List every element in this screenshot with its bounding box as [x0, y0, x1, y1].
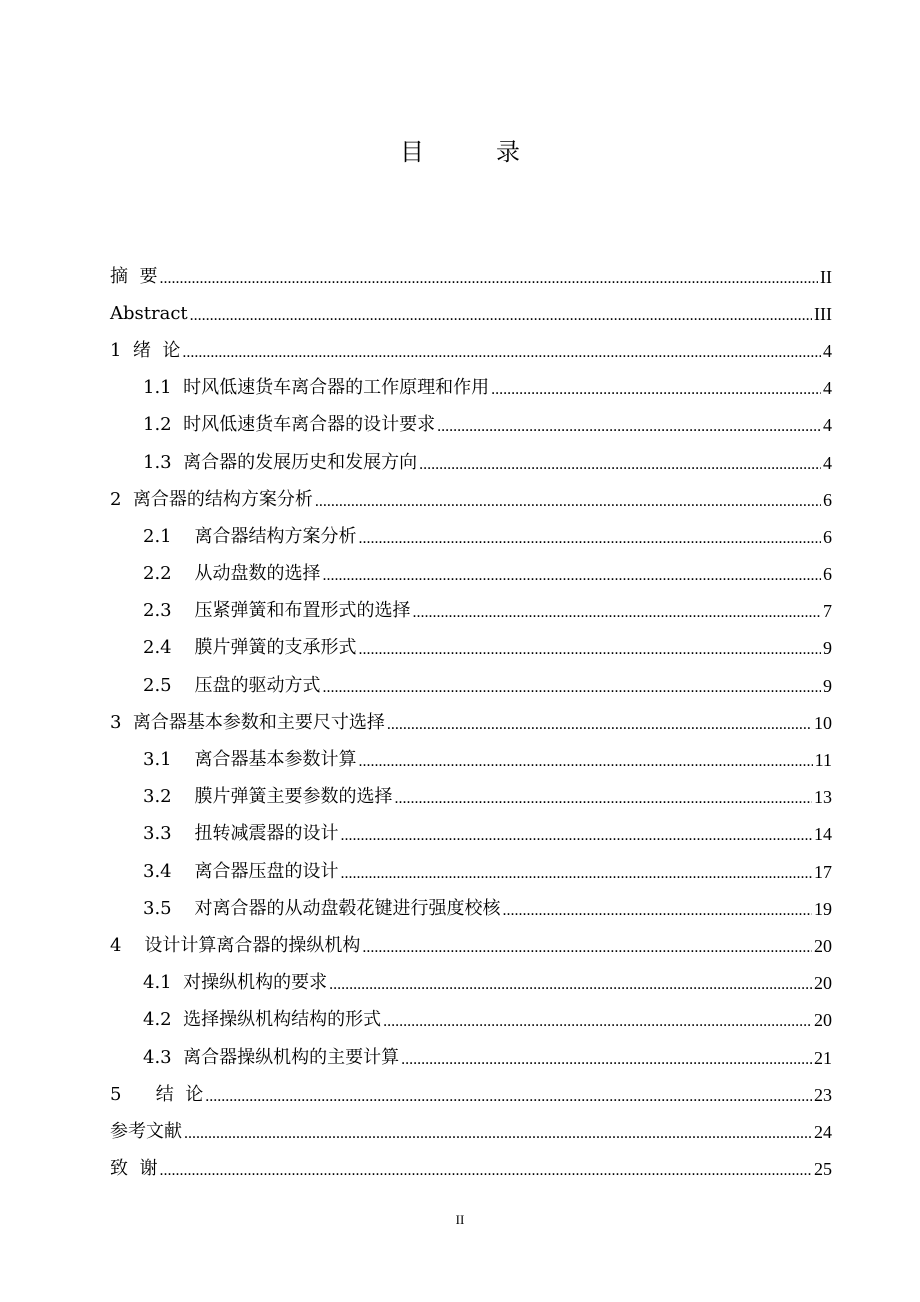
toc-page-number: 20: [814, 973, 832, 994]
toc-entry-title: 1.3 离合器的发展历史和发展方向: [143, 451, 418, 473]
toc-page-number: III: [814, 303, 832, 324]
toc-dot-leader: [359, 754, 813, 770]
toc-entry[interactable]: [110, 444, 832, 481]
toc-page-number: 17: [814, 861, 832, 882]
toc-entry-title: 3.1 离合器基本参数计算: [143, 749, 357, 771]
toc-entry-title: 1 绪 论: [110, 339, 181, 361]
toc-entry[interactable]: [110, 1113, 832, 1150]
toc-entry-title: 1.1 时风低速货车离合器的工作原理和作用: [143, 377, 490, 399]
toc-entry-title: 5 结 论: [110, 1083, 204, 1105]
toc-dot-leader: [503, 903, 812, 919]
toc-entry[interactable]: [110, 332, 832, 369]
toc-dot-leader: [395, 791, 812, 807]
toc-dot-leader: [182, 345, 821, 361]
toc-page-number: 13: [814, 787, 832, 808]
toc-page-number: 19: [814, 898, 832, 919]
toc-page-number: 9: [823, 638, 832, 659]
toc-entry-title: 参考文献: [110, 1120, 182, 1142]
toc-entry-title: 1.2 时风低速货车离合器的设计要求: [143, 414, 436, 436]
toc-entry-title: Abstract: [110, 302, 188, 324]
toc-entry[interactable]: [110, 779, 832, 816]
toc-entry-title: 4.1 对操纵机构的要求: [143, 972, 328, 994]
toc-dot-leader: [362, 940, 812, 956]
toc-entry-title: 3.3 扭转减震器的设计: [143, 823, 339, 845]
toc-entry-title: 4.2 选择操纵机构结构的形式: [143, 1009, 382, 1031]
toc-dot-leader: [419, 457, 821, 473]
toc-page-number: 24: [814, 1121, 832, 1142]
toc-page-number: 20: [814, 1010, 832, 1031]
toc-entry[interactable]: [110, 593, 832, 630]
toc-entry-title: 2.3 压紧弹簧和布置形式的选择: [143, 600, 411, 622]
toc-page-number: 10: [814, 712, 832, 733]
table-of-contents: [110, 258, 832, 1188]
toc-entry[interactable]: [110, 407, 832, 444]
toc-entry[interactable]: [110, 1151, 832, 1188]
toc-entry-title: 3.5 对离合器的从动盘毂花键进行强度校核: [143, 897, 501, 919]
toc-entry[interactable]: [110, 853, 832, 890]
toc-dot-leader: [159, 1163, 812, 1179]
toc-entry[interactable]: [110, 816, 832, 853]
toc-entry[interactable]: [110, 667, 832, 704]
toc-entry[interactable]: [110, 1002, 832, 1039]
toc-page-number: 6: [823, 489, 832, 510]
toc-dot-leader: [413, 605, 821, 621]
toc-page-number: 4: [823, 452, 832, 473]
toc-dot-leader: [359, 531, 821, 547]
toc-page-number: II: [820, 266, 832, 287]
toc-dot-leader: [387, 717, 812, 733]
toc-entry-title: 3 离合器基本参数和主要尺寸选择: [110, 711, 385, 733]
toc-entry[interactable]: [110, 1039, 832, 1076]
toc-page-number: 4: [823, 415, 832, 436]
toc-entry[interactable]: [110, 370, 832, 407]
toc-entry[interactable]: [110, 927, 832, 964]
toc-dot-leader: [401, 1052, 812, 1068]
toc-entry-title: 4.3 离合器操纵机构的主要计算: [143, 1046, 400, 1068]
page-number-footer: II: [455, 1212, 465, 1227]
toc-entry[interactable]: [110, 630, 832, 667]
toc-entry[interactable]: [110, 481, 832, 518]
toc-dot-leader: [359, 642, 821, 658]
toc-entry-title: 2.1 离合器结构方案分析: [143, 525, 357, 547]
toc-page-number: 4: [823, 340, 832, 361]
toc-entry[interactable]: [110, 1076, 832, 1113]
toc-entry[interactable]: [110, 704, 832, 741]
toc-entry[interactable]: [110, 258, 832, 295]
toc-page-number: 14: [814, 824, 832, 845]
toc-page-number: 23: [814, 1084, 832, 1105]
toc-dot-leader: [341, 828, 812, 844]
toc-entry-title: 摘 要: [110, 265, 158, 287]
toc-entry-title: 4 设计计算离合器的操纵机构: [110, 934, 361, 956]
toc-page-number: 6: [823, 564, 832, 585]
toc-dot-leader: [491, 382, 821, 398]
toc-page-number: 20: [814, 935, 832, 956]
toc-entry-title: 3.4 离合器压盘的设计: [143, 860, 339, 882]
toc-entry-title: 3.2 膜片弹簧主要参数的选择: [143, 786, 393, 808]
toc-page-number: 9: [823, 675, 832, 696]
toc-entry[interactable]: [110, 741, 832, 778]
toc-entry-title: 致 谢: [110, 1158, 158, 1180]
toc-entry-title: 2.2 从动盘数的选择: [143, 563, 321, 585]
toc-entry-title: 2.5 压盘的驱动方式: [143, 674, 321, 696]
toc-entry-title: 2.4 膜片弹簧的支承形式: [143, 637, 357, 659]
toc-page-number: 4: [823, 378, 832, 399]
page-title: 目 录: [400, 138, 544, 166]
toc-dot-leader: [341, 866, 812, 882]
toc-dot-leader: [323, 568, 821, 584]
toc-page-number: 21: [814, 1047, 832, 1068]
toc-entry[interactable]: [110, 890, 832, 927]
toc-page-number: 25: [814, 1159, 832, 1180]
toc-dot-leader: [184, 1126, 812, 1142]
toc-entry[interactable]: [110, 518, 832, 555]
toc-entry[interactable]: [110, 965, 832, 1002]
toc-dot-leader: [205, 1089, 812, 1105]
toc-page-number: 7: [823, 601, 832, 622]
toc-dot-leader: [323, 680, 821, 696]
toc-dot-leader: [159, 271, 818, 287]
toc-dot-leader: [329, 977, 812, 993]
toc-page-number: 6: [823, 526, 832, 547]
toc-dot-leader: [190, 308, 812, 324]
toc-entry[interactable]: [110, 295, 832, 332]
toc-entry-title: 2 离合器的结构方案分析: [110, 488, 313, 510]
toc-dot-leader: [383, 1014, 812, 1030]
toc-entry[interactable]: [110, 556, 832, 593]
toc-dot-leader: [315, 494, 821, 510]
toc-dot-leader: [437, 419, 821, 435]
toc-page-number: 11: [814, 750, 832, 771]
